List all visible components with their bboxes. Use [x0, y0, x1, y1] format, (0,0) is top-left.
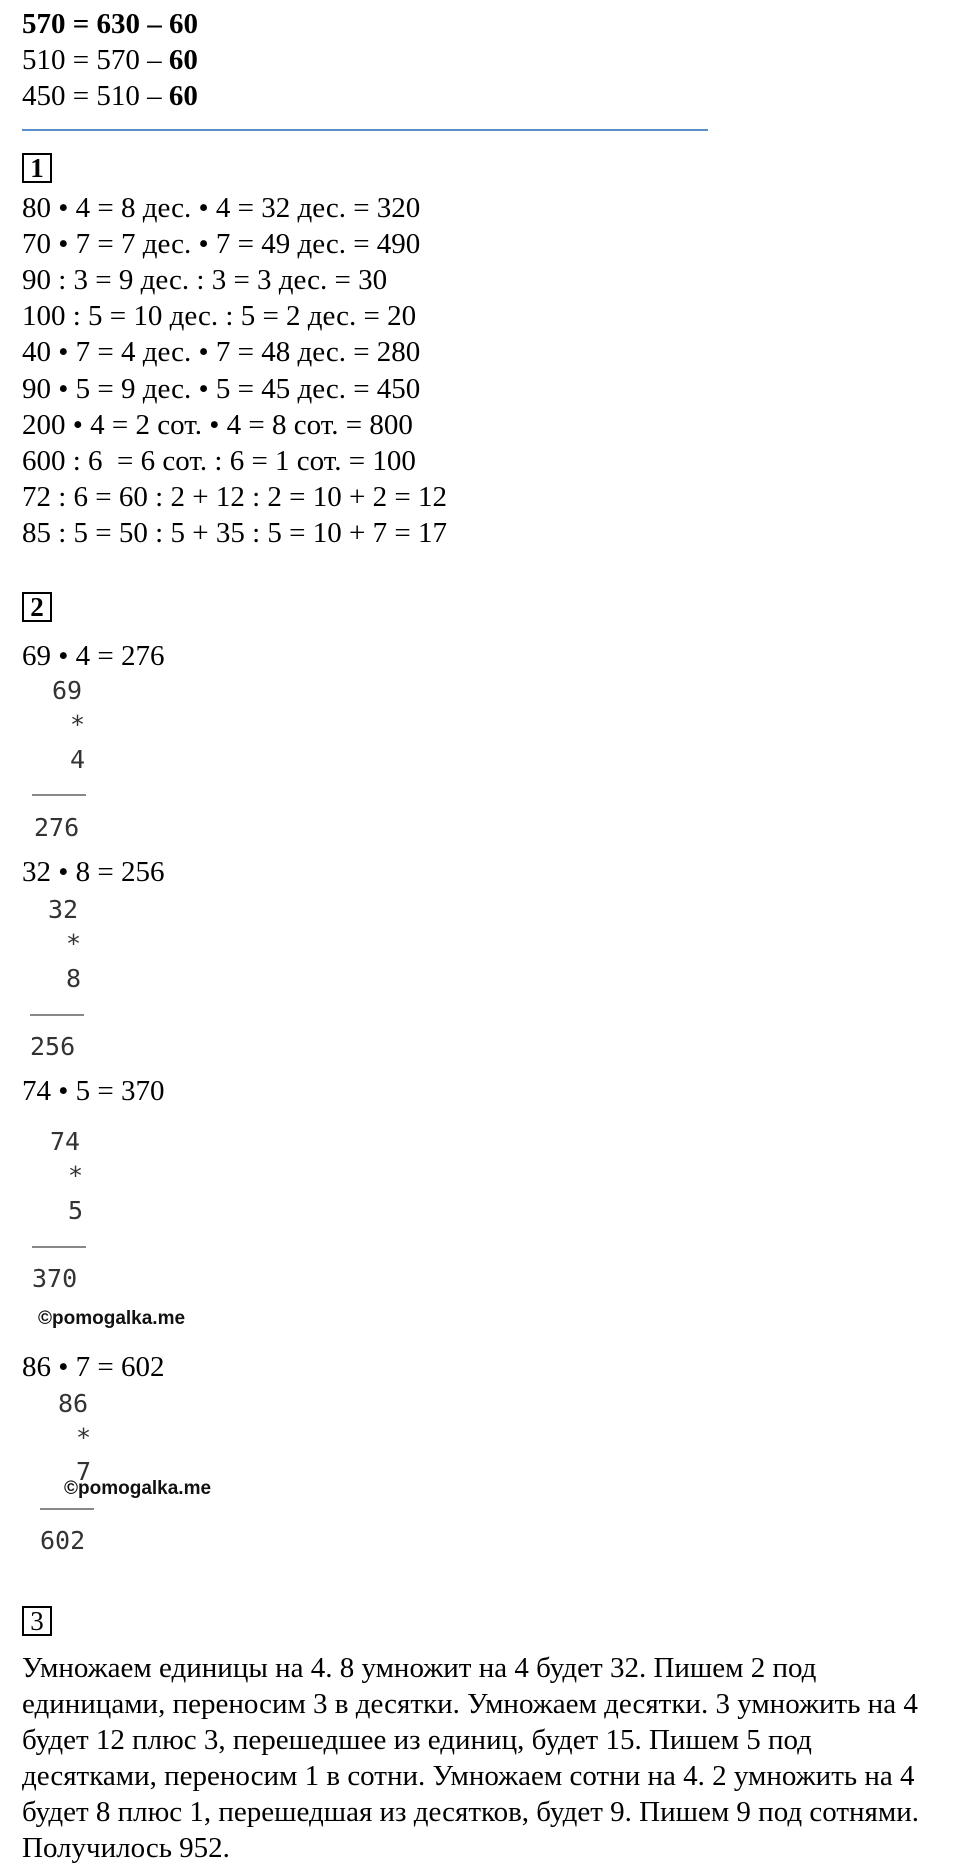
column-operand-b: 5: [68, 1196, 84, 1225]
equation-part-bold: 60: [168, 44, 198, 76]
section1-line: 100 : 5 = 10 дес. : 5 = 2 дес. = 20: [22, 300, 417, 332]
divider: [22, 129, 708, 131]
column-rule: [40, 1508, 94, 1510]
section1-line: 200 • 4 = 2 сот. • 4 = 8 сот. = 800: [22, 409, 413, 441]
section1-line: 80 • 4 = 8 дес. • 4 = 32 дес. = 320: [22, 192, 421, 224]
multiplication-equation: 69 • 4 = 276: [22, 640, 165, 672]
column-rule: [30, 1014, 84, 1016]
section1-line: 85 : 5 = 50 : 5 + 35 : 5 = 10 + 7 = 17: [22, 517, 447, 549]
watermark-text: ©pomogalka.me: [38, 1308, 186, 1329]
equation-part: 510 = 570 –: [22, 44, 169, 76]
column-operator: *: [66, 929, 82, 958]
explanation-paragraph: Умножаем единицы на 4. 8 умножит на 4 будет 32. Пишем 2 под единицами, переносим 3 в десятки. Умножаем десятки. 3 умножить на 4 будет 12 плюс 3, перешедшее из единиц, будет 15. Пишем 5 под десятками, переносим 1 в сотни. Умножаем сотни на 4. 2 умножить на 4 будет 8 плюс 1, перешедшая из десятков, будет 9. Пишем 9 под сотнями. Получилось 952.: [22, 1652, 920, 1864]
column-result: 370: [32, 1264, 78, 1293]
section-number-2: 2: [22, 592, 52, 622]
equation-part: 450 = 510 –: [22, 80, 169, 112]
column-result: 602: [40, 1526, 86, 1555]
column-operator: *: [70, 710, 86, 739]
column-operand-b: 7: [76, 1457, 92, 1486]
column-operator: *: [68, 1161, 84, 1190]
column-operand-a: 74: [50, 1127, 81, 1156]
column-rule: [32, 1246, 86, 1248]
column-result: 256: [30, 1032, 76, 1061]
section1-line: 90 : 3 = 9 дес. : 3 = 3 дес. = 30: [22, 264, 388, 296]
column-operand-a: 69: [52, 676, 83, 705]
column-rule: [32, 794, 86, 796]
column-operand-b: 8: [66, 964, 82, 993]
column-result: 276: [34, 813, 80, 842]
column-operand-b: 4: [70, 745, 86, 774]
equation-line: [22, 42, 198, 78]
section-number-3: 3: [22, 1606, 52, 1636]
column-operator: *: [76, 1423, 92, 1452]
section1-line: 600 : 6 = 6 сот. : 6 = 1 сот. = 100: [22, 445, 416, 477]
watermark-text: ©pomogalka.me: [64, 1478, 212, 1499]
section1-line: 40 • 7 = 4 дес. • 7 = 48 дес. = 280: [22, 336, 421, 368]
section1-line: 70 • 7 = 7 дес. • 7 = 49 дес. = 490: [22, 228, 421, 260]
multiplication-equation: 86 • 7 = 602: [22, 1351, 165, 1383]
equation-part-bold: 60: [168, 80, 198, 112]
multiplication-equation: 32 • 8 = 256: [22, 856, 165, 888]
column-operand-a: 86: [58, 1389, 89, 1418]
multiplication-equation: 74 • 5 = 370: [22, 1075, 165, 1107]
section1-line: 90 • 5 = 9 дес. • 5 = 45 дес. = 450: [22, 373, 421, 405]
section1-line: 72 : 6 = 60 : 2 + 12 : 2 = 10 + 2 = 12: [22, 481, 447, 513]
column-operand-a: 32: [48, 895, 79, 924]
equation-line: [22, 78, 198, 114]
section-number-1: 1: [22, 153, 52, 183]
equation-line: 570 = 630 – 60: [22, 8, 199, 40]
